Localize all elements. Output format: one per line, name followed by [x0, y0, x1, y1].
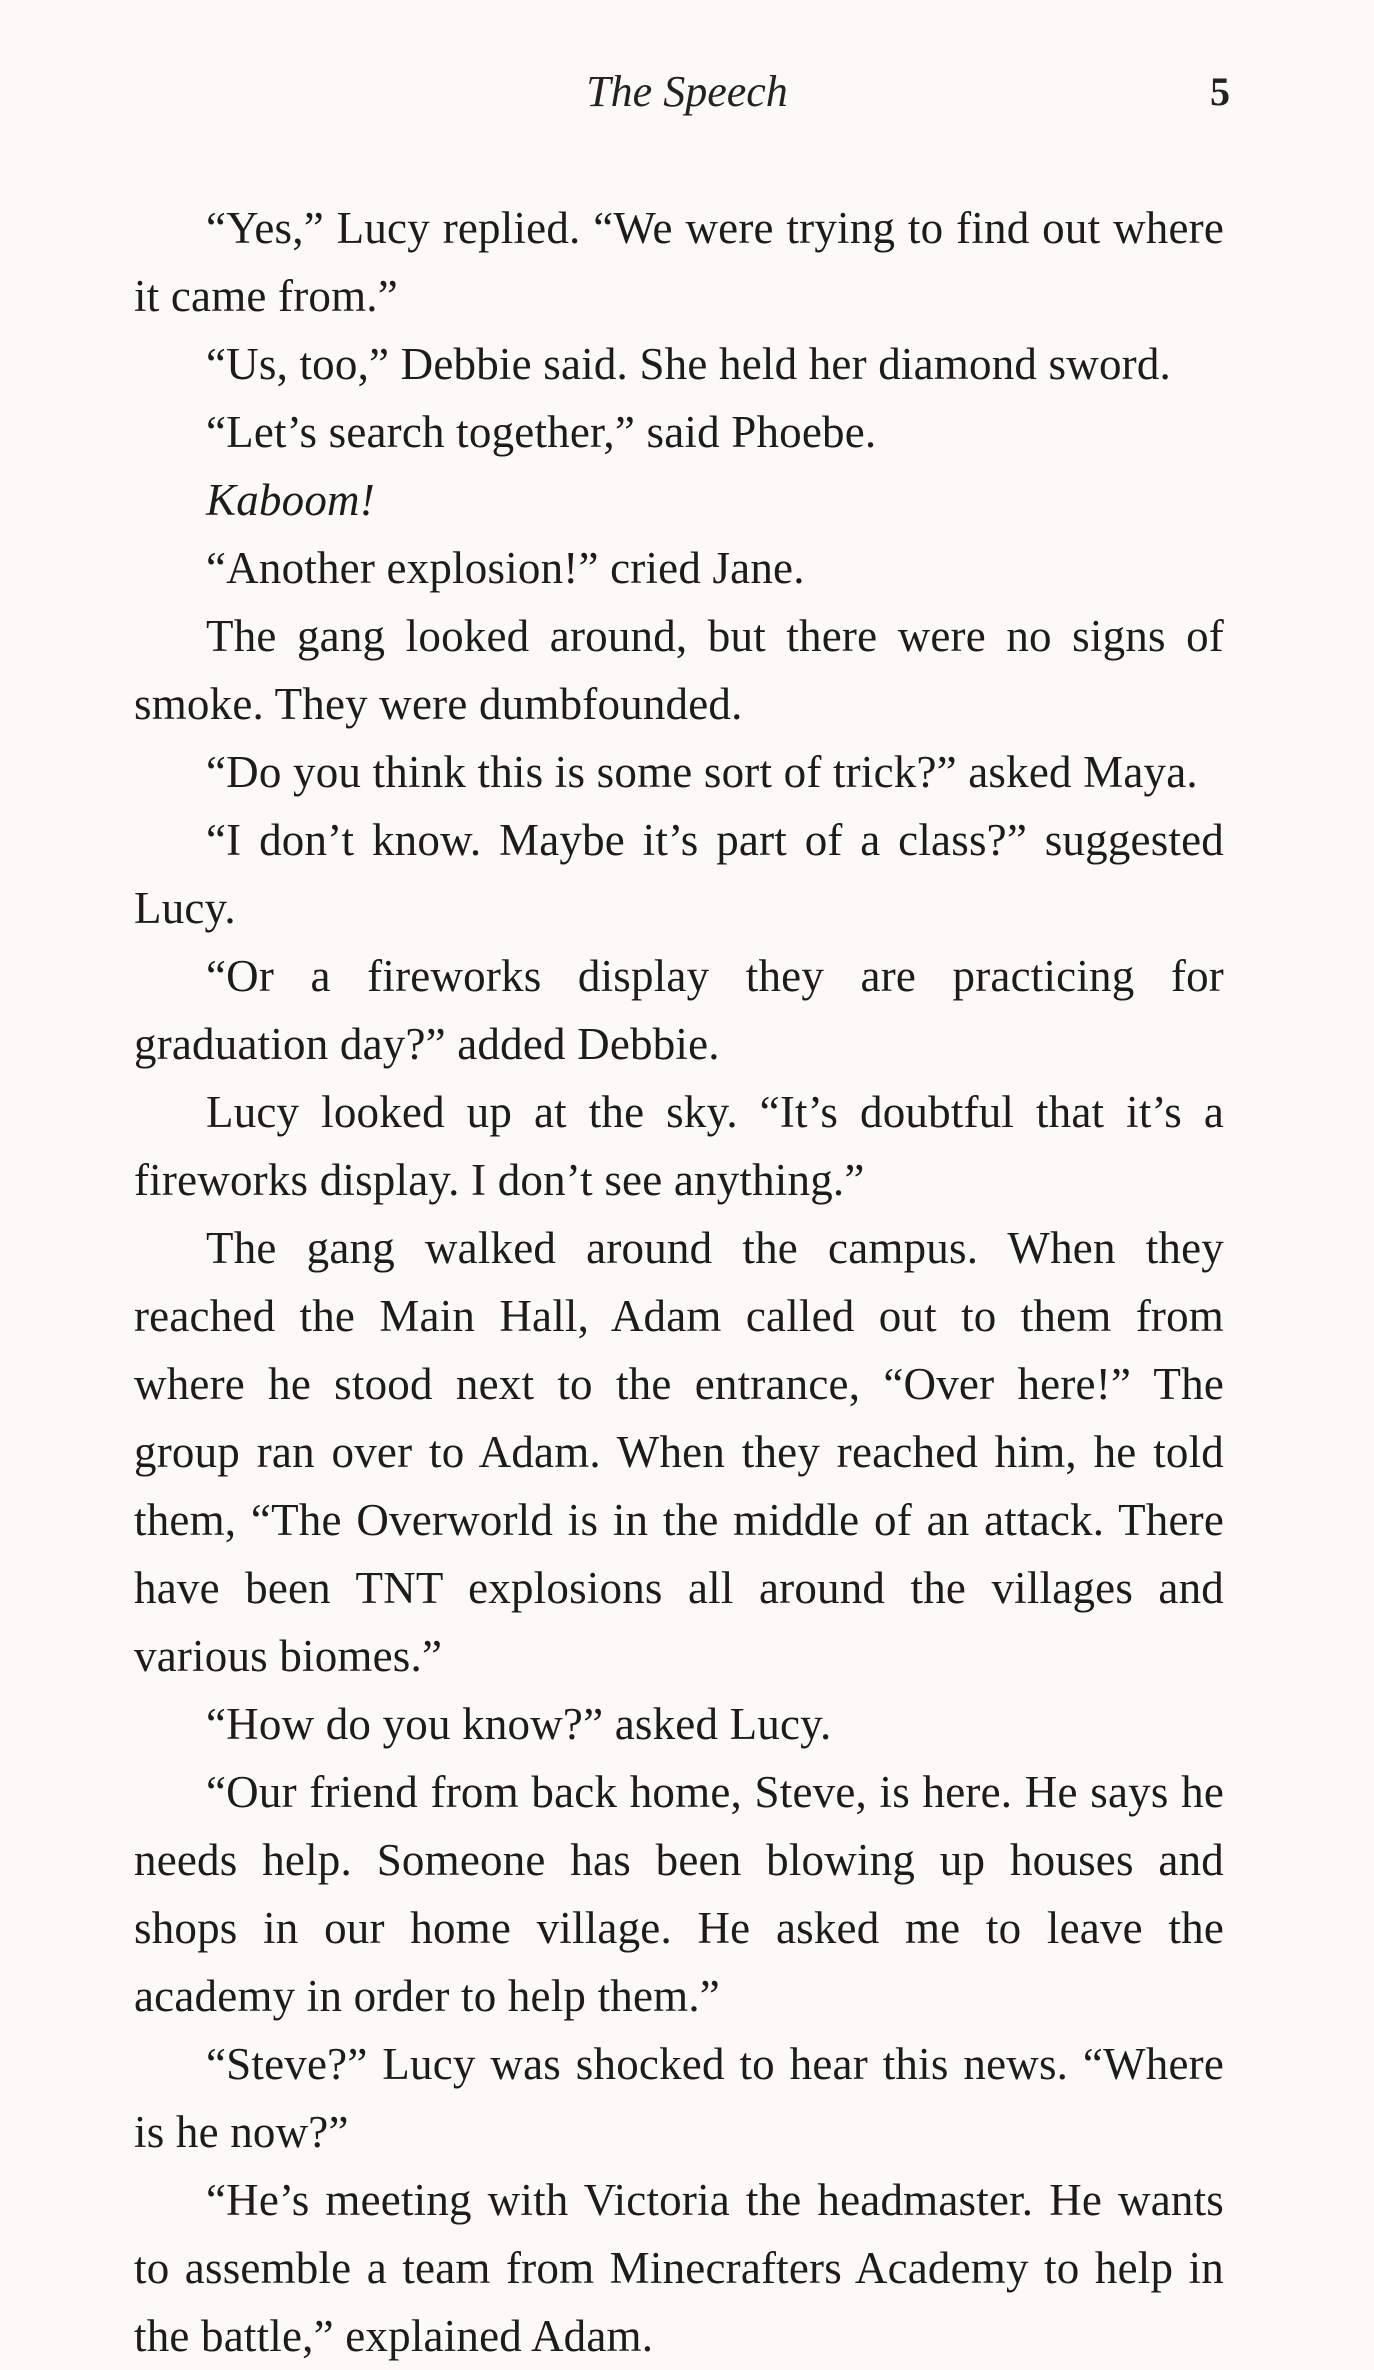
paragraph: “How do you know?” asked Lucy. — [206, 1699, 832, 1749]
paragraph: “Us, too,” Debbie said. She held her diamond sword. — [206, 339, 1171, 389]
paragraph: The gang looked around, but there were no signs of smoke. They were dumbfounded. — [134, 611, 1224, 729]
paragraph: “He’s meeting with Victoria the headmaster. He wants to assemble a team from Minecrafters Academy to help in the battle,” explained Adam. — [134, 2175, 1224, 2361]
paragraph: “Another explosion!” cried Jane. — [206, 543, 805, 593]
body-text — [134, 194, 1224, 2370]
paragraph: The gang walked around the campus. When they reached the Main Hall, Adam called out to them from where he stood next to the entrance, “Over here!” The group ran over to Adam. When they reached him, he told them, “The Overworld is in the middle of an attack. There have been TNT explosions all around the villages and various biomes.” — [134, 1223, 1224, 1681]
paragraph: “Our friend from back home, Steve, is here. He says he needs help. Someone has been blowing up houses and shops in our home village. He asked me to leave the academy in order to help them.” — [134, 1767, 1224, 2021]
chapter-title: The Speech — [586, 67, 788, 116]
paragraph: “Steve?” Lucy was shocked to hear this news. “Where is he now?” — [134, 2039, 1224, 2157]
running-head — [0, 62, 1374, 122]
paragraph: Lucy looked up at the sky. “It’s doubtful that it’s a fireworks display. I don’t see anything.” — [134, 1087, 1224, 1205]
paragraph: “Yes,” Lucy replied. “We were trying to find out where it came from.” — [134, 203, 1224, 321]
paragraph: “Or a fireworks display they are practicing for graduation day?” added Debbie. — [134, 951, 1224, 1069]
paragraph: “Let’s search together,” said Phoebe. — [206, 407, 877, 457]
paragraph: “Do you think this is some sort of trick?” asked Maya. — [206, 747, 1198, 797]
paragraph-exclamation: Kaboom! — [206, 475, 375, 525]
paragraph: “I don’t know. Maybe it’s part of a class?” suggested Lucy. — [134, 815, 1224, 933]
page-number: 5 — [1210, 69, 1230, 114]
